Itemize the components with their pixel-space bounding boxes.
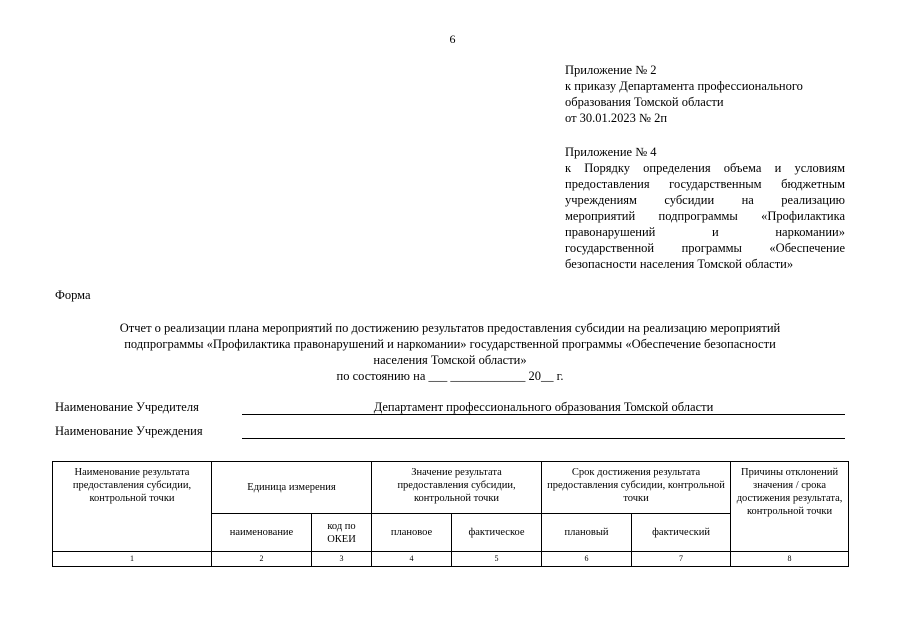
column-number: 5	[452, 552, 542, 567]
column-number: 8	[731, 552, 849, 567]
column-number: 4	[372, 552, 452, 567]
header-term-actual: фактический	[632, 514, 731, 552]
appendix-2-line: Приложение № 2	[565, 63, 657, 77]
appendix-2-line: образования Томской области	[565, 95, 724, 109]
appendix-2-line: к приказу Департамента профессионального	[565, 79, 803, 93]
column-number: 1	[53, 552, 212, 567]
institution-row	[55, 424, 845, 440]
appendix-4-line: учреждениям субсидии на реализацию	[565, 193, 845, 207]
header-value: Значение результата предоставления субсидии, контрольной точки	[372, 462, 542, 514]
report-title-line: подпрограммы «Профилактика правонарушений и наркомании» государственной программы «Обеспечение безопасности	[124, 337, 776, 351]
founder-label: Наименование Учредителя	[55, 400, 199, 414]
report-date-line: по состоянию на ___ ____________ 20__ г.	[336, 369, 564, 383]
page-number: 6	[449, 32, 456, 46]
header-value-planned: плановое	[372, 514, 452, 552]
header-unit: Единица измерения	[212, 462, 372, 514]
header-term: Срок достижения результата предоставления субсидии, контрольной точки	[542, 462, 731, 514]
appendix-2-line: от 30.01.2023 № 2п	[565, 111, 668, 125]
appendix-4-block	[565, 144, 845, 272]
founder-value: Департамент профессионального образования Томской области	[242, 400, 845, 415]
header-result: Наименование результата предоставления субсидии, контрольной точки	[53, 462, 212, 552]
header-term-planned: плановый	[542, 514, 632, 552]
column-number: 2	[212, 552, 312, 567]
appendix-4-line: мероприятий подпрограммы «Профилактика	[565, 209, 845, 223]
appendix-4-line: правонарушений и наркомании»	[565, 225, 845, 239]
founder-row	[55, 400, 845, 416]
appendix-4-line: предоставления государственным бюджетным	[565, 177, 845, 191]
column-number: 7	[632, 552, 731, 567]
institution-label: Наименование Учреждения	[55, 424, 203, 438]
column-number: 3	[312, 552, 372, 567]
report-title-line: Отчет о реализации плана мероприятий по достижению результатов предоставления субсидии на реализацию мероприятий	[119, 321, 781, 335]
header-unit-name: наименование	[212, 514, 312, 552]
appendix-2-block	[565, 62, 845, 126]
header-unit-code: код по ОКЕИ	[312, 514, 372, 552]
report-title	[55, 320, 845, 384]
form-label: Форма	[55, 288, 91, 302]
appendix-4-line: к Порядку определения объема и условиям	[565, 161, 845, 175]
institution-value	[242, 424, 845, 439]
header-reasons: Причины отклонений значения / срока достижения результата, контрольной точки	[731, 462, 849, 552]
report-title-line: населения Томской области»	[373, 353, 527, 367]
appendix-4-line: безопасности населения Томской области»	[565, 257, 794, 271]
appendix-4-title: Приложение № 4	[565, 145, 657, 159]
column-number: 6	[542, 552, 632, 567]
report-table	[52, 461, 849, 567]
header-value-actual: фактическое	[452, 514, 542, 552]
appendix-4-line: государственной программы «Обеспечение	[565, 241, 845, 255]
